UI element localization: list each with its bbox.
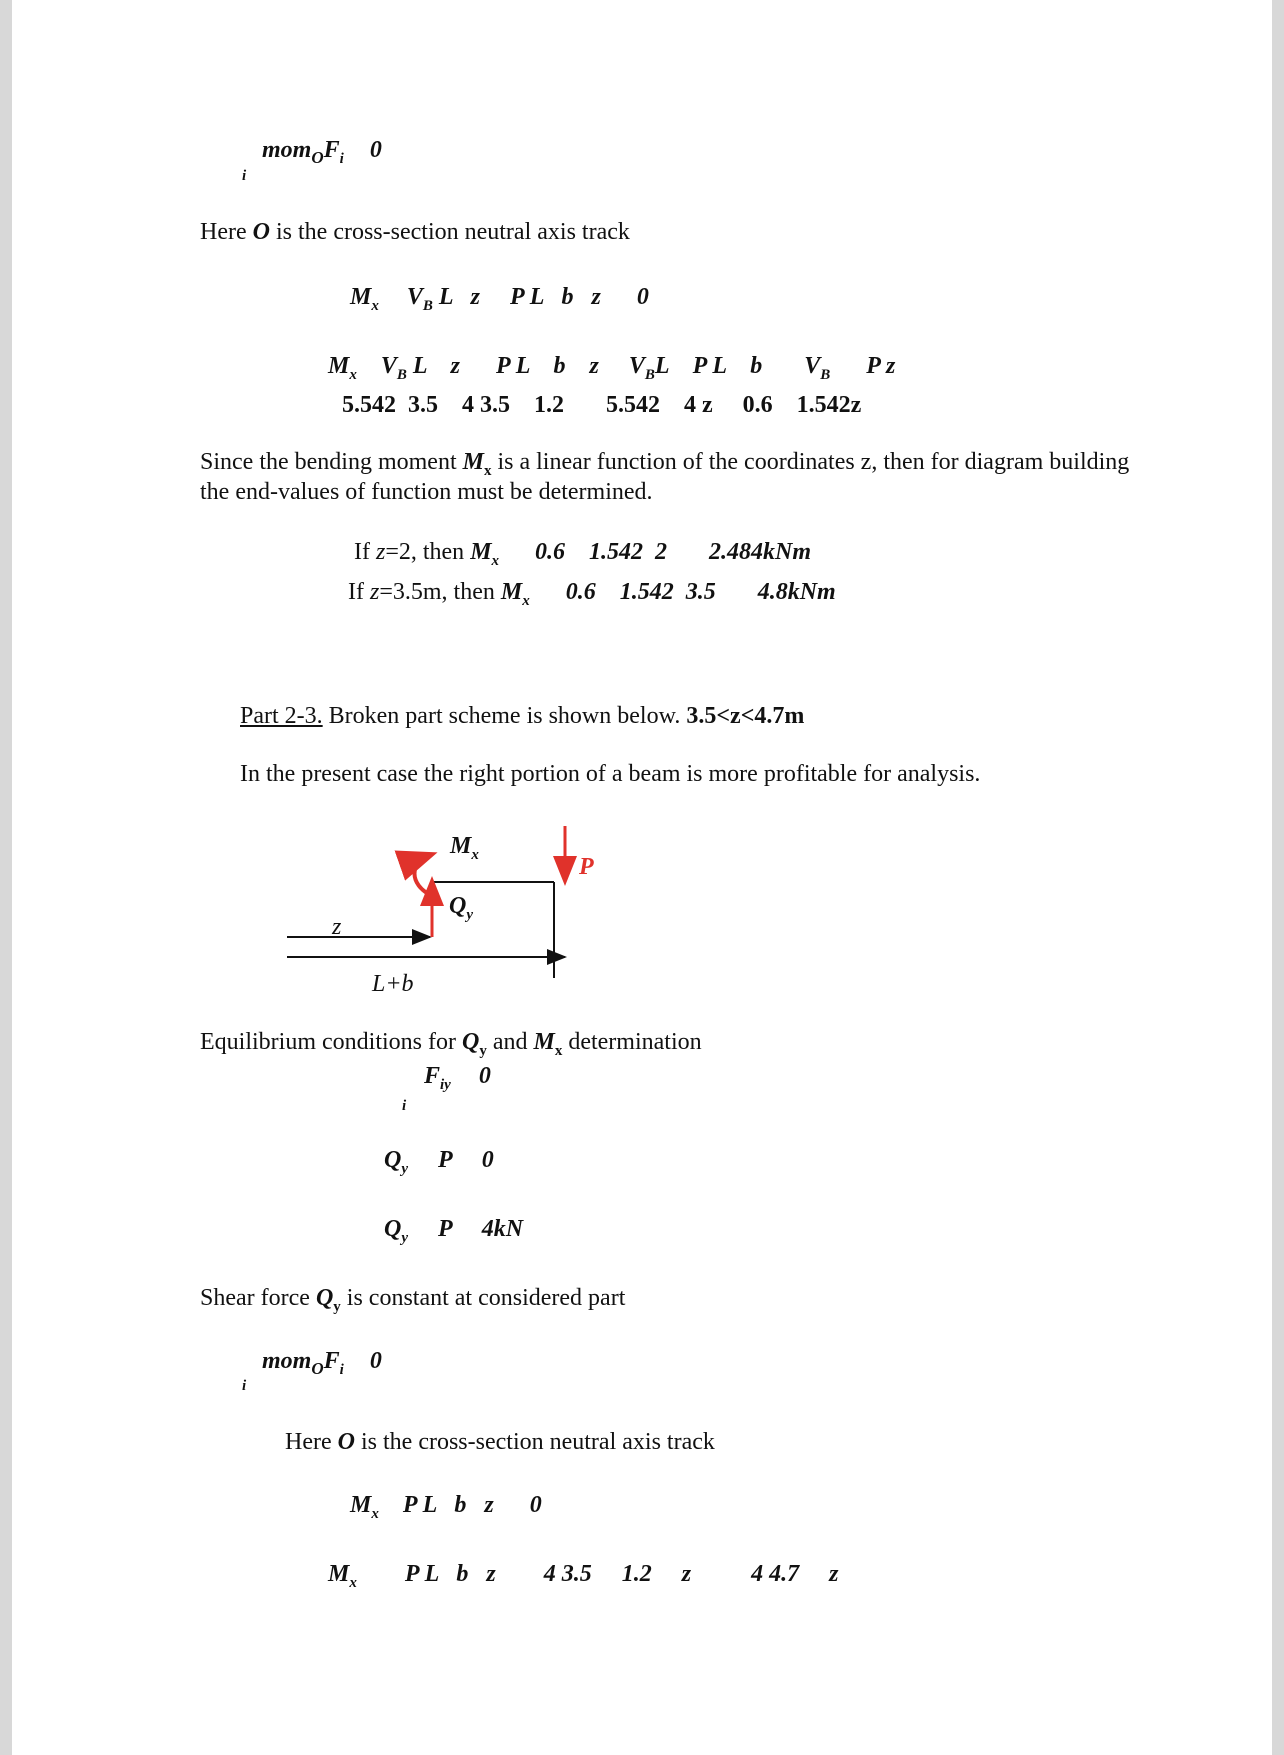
paragraph-neutral-axis: Here O is the cross-section neutral axis track [200,219,630,245]
moment-equation-2: $mom_OF_i$ 0 [262,1348,382,1378]
equation-1: $M_x$ $V_B$ L z P L b z 0 [350,284,649,314]
beam-diagram [12,0,1272,1000]
diagram-mx-label: $M_x$ [450,833,479,863]
diagram-p-label: P [579,854,594,880]
document-page [12,0,1272,1755]
beam-diagram-svg [12,0,1272,1000]
equation-2: $M_x$ $V_B$ L z P L b z $V_BL$ P L b $V_B$ P z [328,353,896,383]
paragraph-linear: Since the bending moment $M_x$ is a linear function of the coordinates z, then for diagram building [200,449,1130,479]
if-z-3-5: If z=3.5m, then $M_x$ 0.6 1.542 3.5 4.8kNm [348,579,836,609]
paragraph-linear-line2: the end-values of function must be determined. [200,479,653,505]
paragraph-neutral-axis-2: Here O is the cross-section neutral axis track [285,1429,715,1455]
paragraph-right-portion: In the present case the right portion of a beam is more profitable for analysis. [240,761,981,787]
qy-equation-2: $Q_y$ P 4kN [384,1216,524,1246]
equation-3: 5.542 3.5 4 3.5 1.2 5.542 4 z 0.6 1.542z [342,392,862,418]
sum-fiy-index: i [402,1098,407,1114]
moment-equation: $mom_OF_i$ 0 [262,137,382,167]
sum-index-2: i [242,1378,247,1394]
qy-equation-1: $Q_y$ P 0 [384,1147,494,1177]
if-z-2: If z=2, then $M_x$ 0.6 1.542 2 2.484kNm [354,539,812,569]
diagram-z-label: z [332,914,342,940]
part-2-3-heading: Part 2-3. Broken part scheme is shown below. 3.5<z<4.7m [240,703,805,729]
mx-moment-arrow [415,855,433,896]
diagram-qy-label: $Q_y$ [449,893,474,923]
paragraph-shear-constant: Shear force $Q_y$ is constant at considered part [200,1285,626,1315]
paragraph-equilibrium: Equilibrium conditions for $Q_y$ and $M_x$ determination [200,1029,702,1059]
sum-fiy-equation: $F_{iy}$ 0 [424,1063,491,1093]
equation-5: $M_x$ P L b z 4 3.5 1.2 z 4 4.7 z [328,1561,839,1591]
sum-index: i [242,168,247,184]
diagram-lb-label: L+b [372,971,414,997]
equation-4: $M_x$ P L b z 0 [350,1492,542,1522]
